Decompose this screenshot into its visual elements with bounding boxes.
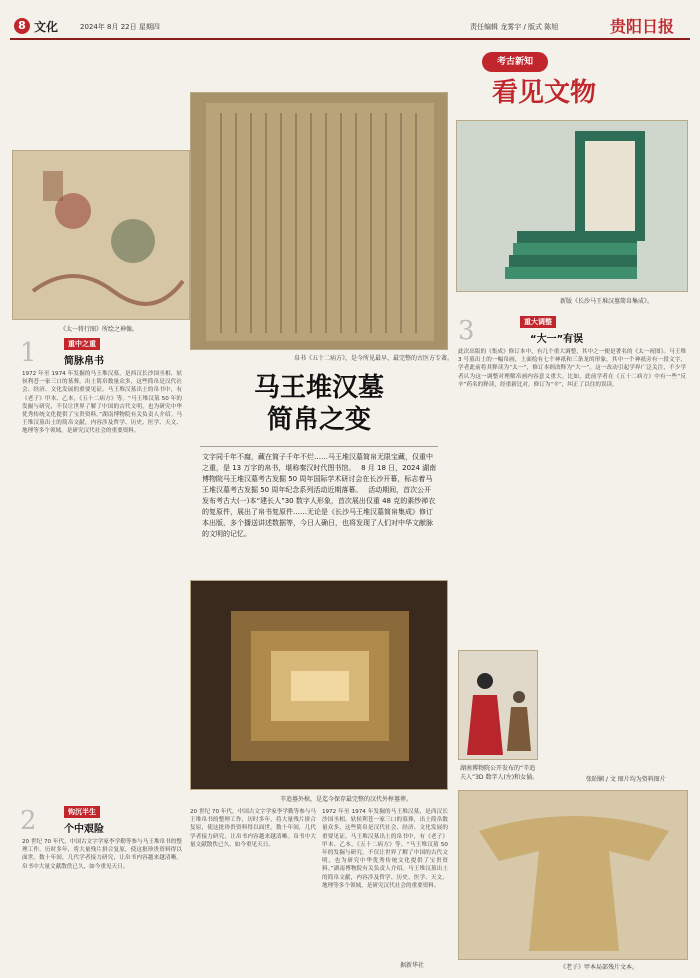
photo-taiyi-silk-painting <box>12 150 190 320</box>
books-stack-icon <box>457 121 688 292</box>
section-2-tag: 钩沉半生 <box>64 806 100 818</box>
banner-main-title: 看见文物 <box>492 78 597 108</box>
section-2-number: 2 <box>20 806 37 836</box>
photo-tomb <box>190 580 448 790</box>
lead-paragraph: 文字同千年不腐，藏在简子千年不烂……马王堆汉墓简帛无限宝藏，仅重中之重，是 13 万字的帛书，堪称秦汉时代图书馆。 8 月 18 日，2024 湖南博物院马王堆汉墓考古发掘 50 周年国际学术研讨会在长沙开幕，标志着马王堆汉墓考古发掘 50 周年纪念系列活动近期落幕。 活动期间，首次公开发布考古大(一)本“建长人”30 数字人形象，首次展出仅重 48 克的素纱禅衣的复原件，展出了帛书复原件……无论是《长沙马王堆汉墓简帛集成》修订本出版，多个播送讲述数据等，今日人确日，也将发现了人们对中华文献脉的文明的记忆。 <box>202 453 437 538</box>
photo-silk-manuscript <box>190 92 448 350</box>
garment-icon <box>459 791 688 960</box>
caption-photo-silk: 《老子》甲本局部残片文本。 <box>560 964 639 971</box>
section-1-number: 1 <box>20 338 37 368</box>
headline-line-2: 简帛之变 <box>266 405 371 435</box>
figure-icon <box>459 651 538 760</box>
caption-photo-center-top: 帛书《五十二病方》，是今所见最早、最完整的古医方专著。 <box>294 355 454 362</box>
section-3-number: 3 <box>458 316 475 346</box>
painting-figures-icon <box>13 151 190 320</box>
newspaper-logo: 贵阳日报 <box>610 17 675 36</box>
photo-digital-human <box>458 650 538 760</box>
banner-top-badge: 考古新知 <box>482 52 548 72</box>
caption-photo-books: 新版《长沙马王堆汉墓简帛集成》。 <box>560 298 654 305</box>
section-1-body: 1972 年至 1974 年发掘的马王堆汉墓，是西汉长沙国丞相、轪侯利苍一家三口的墓葬，出土简帛数量众多，这些简帛是汉代社会、经济、文化发展的重要见证。马王堆汉墓出土的帛书中，有《老子》甲本、乙本，《五十二病方》等。“马王堆汉墓 50 年的发掘与研究，不仅让世界了解了中国的古代文明，也为研究中华优秀传统文化提供了宝贵资料。”湖南博物院有关负责人介绍。马王堆汉墓出土的简帛文献，内容涉及哲学、历史、医学、天文、地理等多个领域，是研究汉代社会的重要资料。 <box>22 371 182 435</box>
byline-left-bottom: 据新华社 <box>400 962 425 969</box>
section-title: 文化 <box>34 20 59 34</box>
section-3-body: 此次出版的《集成》修订本中，有几个重大调整，其中之一便是著名的《太一祝图》。马王堆 3 号墓出土的一幅帛画，上面绘有七个神祇和三条龙的形象，其中一个神祇旁有一段文字，学者此前将其释读为“太一”，修订本则改释为“大一”。这一改动引起学界广泛关注，不少学者认为这一调整对理解帛画内容意义重大。比如，此前学者在《五十二病方》中有一些“反辛”药名的释读，经重新比对，修订为“辛”，纠正了以往的误读。 <box>458 349 686 388</box>
section-3-tag: 重大调整 <box>520 316 556 328</box>
section-1-title: 简脉帛书 <box>64 356 104 367</box>
caption-photo-left: 《太一将行图》所绘之神像。 <box>60 326 139 333</box>
photo-silk-garment <box>458 790 688 960</box>
section-3-title: “大一”有误 <box>530 334 584 345</box>
byline-right: 张昭娴 / 文 图片均为资料图片 <box>586 776 666 783</box>
headline-line-1: 马王堆汉墓 <box>253 373 384 403</box>
caption-photo-figure: 湖南博物院公开发布的“辛追夫人”3D 数字人(左)和女俑。 <box>460 765 539 781</box>
manuscript-texture-icon <box>191 93 448 350</box>
editors-credit: 责任编辑 龙雾宇 / 版式 陈旭 <box>470 23 559 31</box>
caption-photo-tomb: 辛追墓外棺，是迄今保存最完整的汉代外椁墓葬。 <box>280 796 413 803</box>
section-2-continued-a: 20 世纪 70 年代，中国古文字学家李学勤等参与马王堆帛书的整理工作，历时多年，将大量残片拼合复原，使这批珍贵资料得以面世。数十年间，几代学者接力研究，让帛书内容越来越清晰。帛书中大量文献散佚已久，如今重见天日。 <box>190 809 316 848</box>
main-headline <box>190 372 448 436</box>
section-2-title: 个中艰险 <box>64 824 104 835</box>
header-rule <box>10 38 690 40</box>
page-number-badge: 8 <box>14 18 30 34</box>
photo-books-collection <box>456 120 688 292</box>
section-2-body: 20 世纪 70 年代，中国古文字学家李学勤等参与马王堆帛书的整理工作，历时多年，将大量残片拼合复原，使这批珍贵资料得以面世。数十年间，几代学者接力研究，让帛书内容越来越清晰。帛书中大量文献散佚已久，如今重见天日。 <box>22 839 182 870</box>
section-1-tag: 重中之重 <box>64 338 100 350</box>
tomb-structure-icon <box>191 581 448 790</box>
column-banner <box>452 50 688 120</box>
section-2-continued-b: 1972 年至 1974 年发掘的马王堆汉墓，是西汉长沙国丞相、轪侯利苍一家三口的墓葬，出土简帛数量众多，这些简帛是汉代社会、经济、文化发展的重要见证。马王堆汉墓出土的帛书中，有《老子》甲本、乙本，《五十二病方》等。“马王堆汉墓 50 年的发掘与研究，不仅让世界了解了中国的古代文明，也为研究中华优秀传统文化提供了宝贵资料。”湖南博物院有关负责人介绍。马王堆汉墓出土的简帛文献，内容涉及哲学、历史、医学、天文、地理等多个领域，是研究汉代社会的重要资料。 <box>322 809 448 889</box>
headline-divider <box>200 446 438 447</box>
issue-date: 2024年 8月 22日 星期四 <box>80 23 160 31</box>
